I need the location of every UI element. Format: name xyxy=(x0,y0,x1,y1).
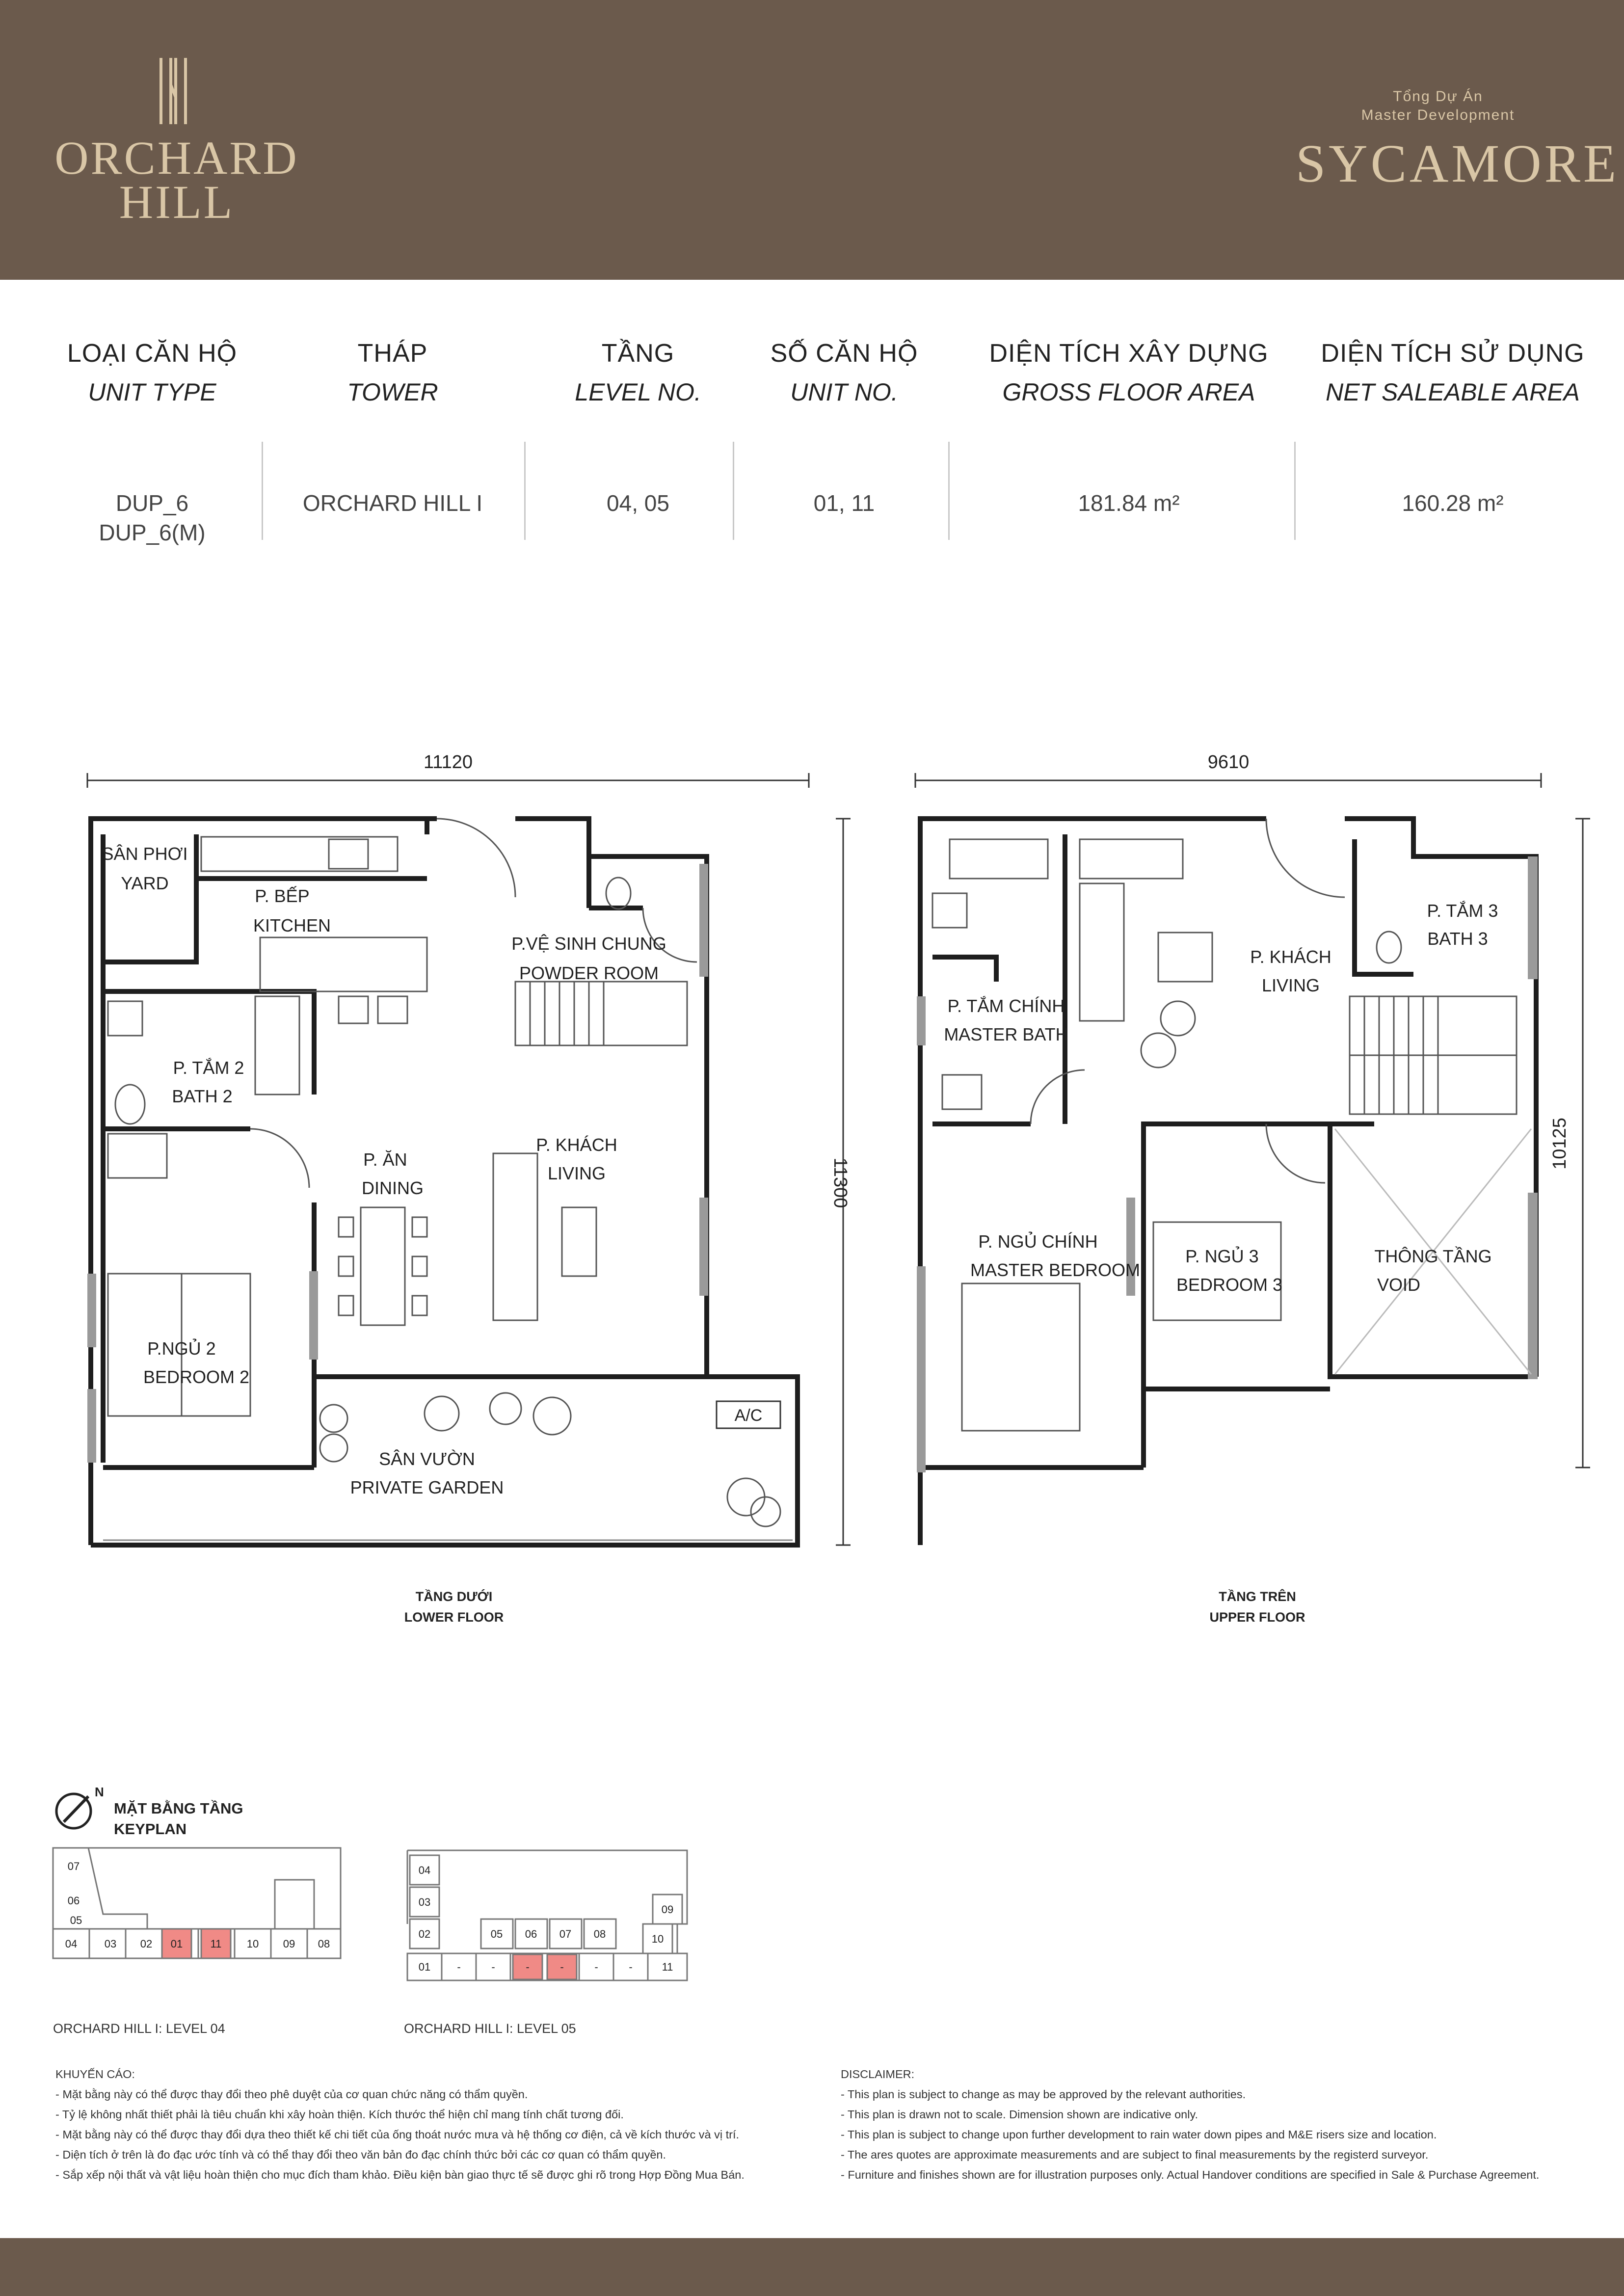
svg-text:03: 03 xyxy=(418,1896,431,1908)
unit-no-value: 01, 11 xyxy=(813,490,875,516)
unit-type-value: DUP_6 DUP_6(M) xyxy=(99,490,206,545)
gross-area-header: DIỆN TÍCH XÂY DỰNG GROSS FLOOR AREA xyxy=(989,339,1269,406)
svg-text:-: - xyxy=(491,1961,495,1973)
disclaimer-en-title: DISCLAIMER: xyxy=(841,2068,915,2081)
room-masterbed-en: MASTER BEDROOM xyxy=(970,1260,1141,1280)
gross-area-value: 181.84 m² xyxy=(1078,490,1180,516)
lower-caption-vi: TẦNG DƯỚI xyxy=(415,1589,493,1604)
room-powder-en: POWDER ROOM xyxy=(519,963,659,983)
room-garden-vi: SÂN VƯỜN xyxy=(379,1449,475,1469)
svg-text:08: 08 xyxy=(593,1928,606,1940)
unit-type-header: LOẠI CĂN HỘ UNIT TYPE xyxy=(67,339,238,406)
upper-height-dim: 10125 xyxy=(1549,1118,1570,1170)
footer-band xyxy=(0,2238,1624,2296)
lower-floor-plan xyxy=(87,752,851,1545)
svg-text:05: 05 xyxy=(70,1914,82,1926)
keyplan-level05-caption: ORCHARD HILL I: LEVEL 05 xyxy=(404,2021,576,2036)
unit-no-header: SỐ CĂN HỘ UNIT NO. xyxy=(770,339,918,406)
room-yard-vi: SÂN PHƠI xyxy=(102,844,188,864)
room-powder-vi: P.VỆ SINH CHUNG xyxy=(511,934,666,954)
tower-value: ORCHARD HILL I xyxy=(302,490,483,516)
svg-text:11: 11 xyxy=(662,1961,673,1973)
lower-width-dim: 11120 xyxy=(423,752,473,773)
svg-text:07: 07 xyxy=(559,1928,572,1940)
svg-text:-: - xyxy=(594,1961,598,1973)
svg-text:02: 02 xyxy=(140,1938,153,1950)
room-bedroom3-vi: P. NGỦ 3 xyxy=(1185,1246,1259,1266)
room-garden-en: PRIVATE GARDEN xyxy=(350,1477,504,1497)
svg-text:10: 10 xyxy=(651,1933,664,1945)
disclaimer-vi-title: KHUYẾN CÁO: xyxy=(55,2068,135,2081)
svg-text:-: - xyxy=(526,1961,530,1973)
svg-text:06: 06 xyxy=(525,1928,537,1940)
svg-text:07: 07 xyxy=(67,1860,80,1872)
disclaimer-en: DISCLAIMER: - This plan is subject to change as may be approved by the relevant authorities. - This plan is drawn not to scale. Dimension shown are indicative only. - This plan is subject to change upon further development to rain water down pipes and M&E risers size and location. - The ares quotes are approximate measurements and are subject to final measurements by the registerd surveyor. - Furniture and finishes shown are for illustration purposes only. Actual Handover conditions are specified in Sale & Purchase Agreement. xyxy=(841,2064,1606,2185)
room-yard-en: YARD xyxy=(121,873,169,893)
room-dining-en: DINING xyxy=(362,1178,424,1198)
room-void-vi: THÔNG TẦNG xyxy=(1374,1246,1492,1266)
svg-text:10: 10 xyxy=(246,1938,259,1950)
room-bedroom3-en: BEDROOM 3 xyxy=(1176,1275,1283,1295)
net-area-header: DIỆN TÍCH SỬ DỤNG NET SALEABLE AREA xyxy=(1321,339,1585,406)
logo-line1: ORCHARD xyxy=(54,132,299,184)
svg-text:-: - xyxy=(457,1961,461,1973)
svg-text:01: 01 xyxy=(418,1961,431,1973)
upper-floor-plan xyxy=(915,752,1590,1545)
room-upper-living-en: LIVING xyxy=(1261,975,1320,995)
svg-text:05: 05 xyxy=(490,1928,503,1940)
north-arrow-icon xyxy=(56,1785,104,1828)
svg-text:11: 11 xyxy=(210,1938,222,1950)
level-value: 04, 05 xyxy=(607,490,669,516)
keyplan-level04-caption: ORCHARD HILL I: LEVEL 04 xyxy=(53,2021,225,2036)
svg-text:09: 09 xyxy=(661,1903,674,1916)
svg-text:08: 08 xyxy=(318,1938,330,1950)
logo-line2: HILL xyxy=(119,176,235,228)
svg-text:01: 01 xyxy=(170,1938,183,1950)
room-living-en: LIVING xyxy=(547,1163,606,1183)
lower-height-dim: 11300 xyxy=(830,1157,851,1208)
upper-caption-vi: TẦNG TRÊN xyxy=(1219,1589,1296,1604)
keyplan-level05 xyxy=(407,1850,687,1980)
svg-text:02: 02 xyxy=(418,1928,431,1940)
room-kitchen-vi: P. BẾP xyxy=(255,886,310,906)
ac-label: A/C xyxy=(734,1406,763,1425)
tower-header: THÁP TOWER xyxy=(347,339,438,406)
lower-room-labels xyxy=(102,844,666,1497)
upper-caption-en: UPPER FLOOR xyxy=(1209,1610,1305,1625)
room-bedroom2-vi: P.NGỦ 2 xyxy=(147,1338,216,1359)
room-upper-living-vi: P. KHÁCH xyxy=(1250,947,1331,967)
room-bedroom2-en: BEDROOM 2 xyxy=(143,1367,250,1387)
upper-room-labels xyxy=(944,900,1498,1295)
level-header: TẦNG LEVEL NO. xyxy=(575,339,701,406)
svg-text:04: 04 xyxy=(418,1864,431,1876)
room-bath2-vi: P. TẮM 2 xyxy=(173,1058,244,1078)
room-kitchen-en: KITCHEN xyxy=(253,915,331,935)
room-masterbed-vi: P. NGỦ CHÍNH xyxy=(978,1231,1098,1252)
svg-text:N: N xyxy=(95,1785,104,1799)
room-dining-vi: P. ĂN xyxy=(363,1149,407,1170)
svg-text:06: 06 xyxy=(67,1895,80,1907)
room-masterbath-vi: P. TẮM CHÍNH xyxy=(947,996,1065,1016)
room-masterbath-en: MASTER BATH xyxy=(944,1024,1068,1044)
net-area-value: 160.28 m² xyxy=(1402,490,1504,516)
lower-caption-en: LOWER FLOOR xyxy=(404,1610,504,1625)
svg-text:-: - xyxy=(629,1961,633,1973)
upper-width-dim: 9610 xyxy=(1207,752,1250,773)
room-bath3-en: BATH 3 xyxy=(1427,929,1488,949)
master-label-vi: Tổng Dự Án xyxy=(1393,88,1483,105)
sycamore-logo: SYCAMORE xyxy=(1296,133,1620,193)
svg-text:03: 03 xyxy=(104,1938,117,1950)
room-living-vi: P. KHÁCH xyxy=(536,1135,617,1155)
room-void-en: VOID xyxy=(1377,1275,1421,1295)
keyplan-title-en: KEYPLAN xyxy=(114,1820,187,1838)
keyplan-level04 xyxy=(53,1848,341,1958)
disclaimer-vi: KHUYẾN CÁO: - Mặt bằng này có thể được thay đổi theo phê duyệt của cơ quan chức năng có thẩm quyền. - Tỷ lệ không nhất thiết phải là tiêu chuẩn khi xây hoàn thiện. Kích thước thể hiện chỉ mang tính chất tương đối. - Mặt bằng này có thể được thay đổi dựa theo thiết kế chi tiết của ống thoát nước mưa và hệ thống cơ điện, cả về kích thước và vị trí. - Diện tích ở trên là đo đạc ước tính và có thể thay đổi theo văn bản đo đạc chính thức bởi các cơ quan có thẩm quyền. - Sắp xếp nội thất và vật liệu hoàn thiện cho mục đích tham khảo. Điều kiện bàn giao thực tế sẽ được ghi rõ trong Hợp Đồng Mua Bán. xyxy=(55,2064,821,2185)
keyplan-title-vi: MẶT BẰNG TẦNG xyxy=(114,1800,243,1817)
svg-text:09: 09 xyxy=(283,1938,295,1950)
keyplan xyxy=(53,1785,687,2036)
room-bath3-vi: P. TẮM 3 xyxy=(1427,901,1498,921)
svg-text:-: - xyxy=(560,1961,564,1973)
svg-text:04: 04 xyxy=(65,1938,78,1950)
room-bath2-en: BATH 2 xyxy=(172,1086,233,1106)
master-label-en: Master Development xyxy=(1361,107,1515,123)
